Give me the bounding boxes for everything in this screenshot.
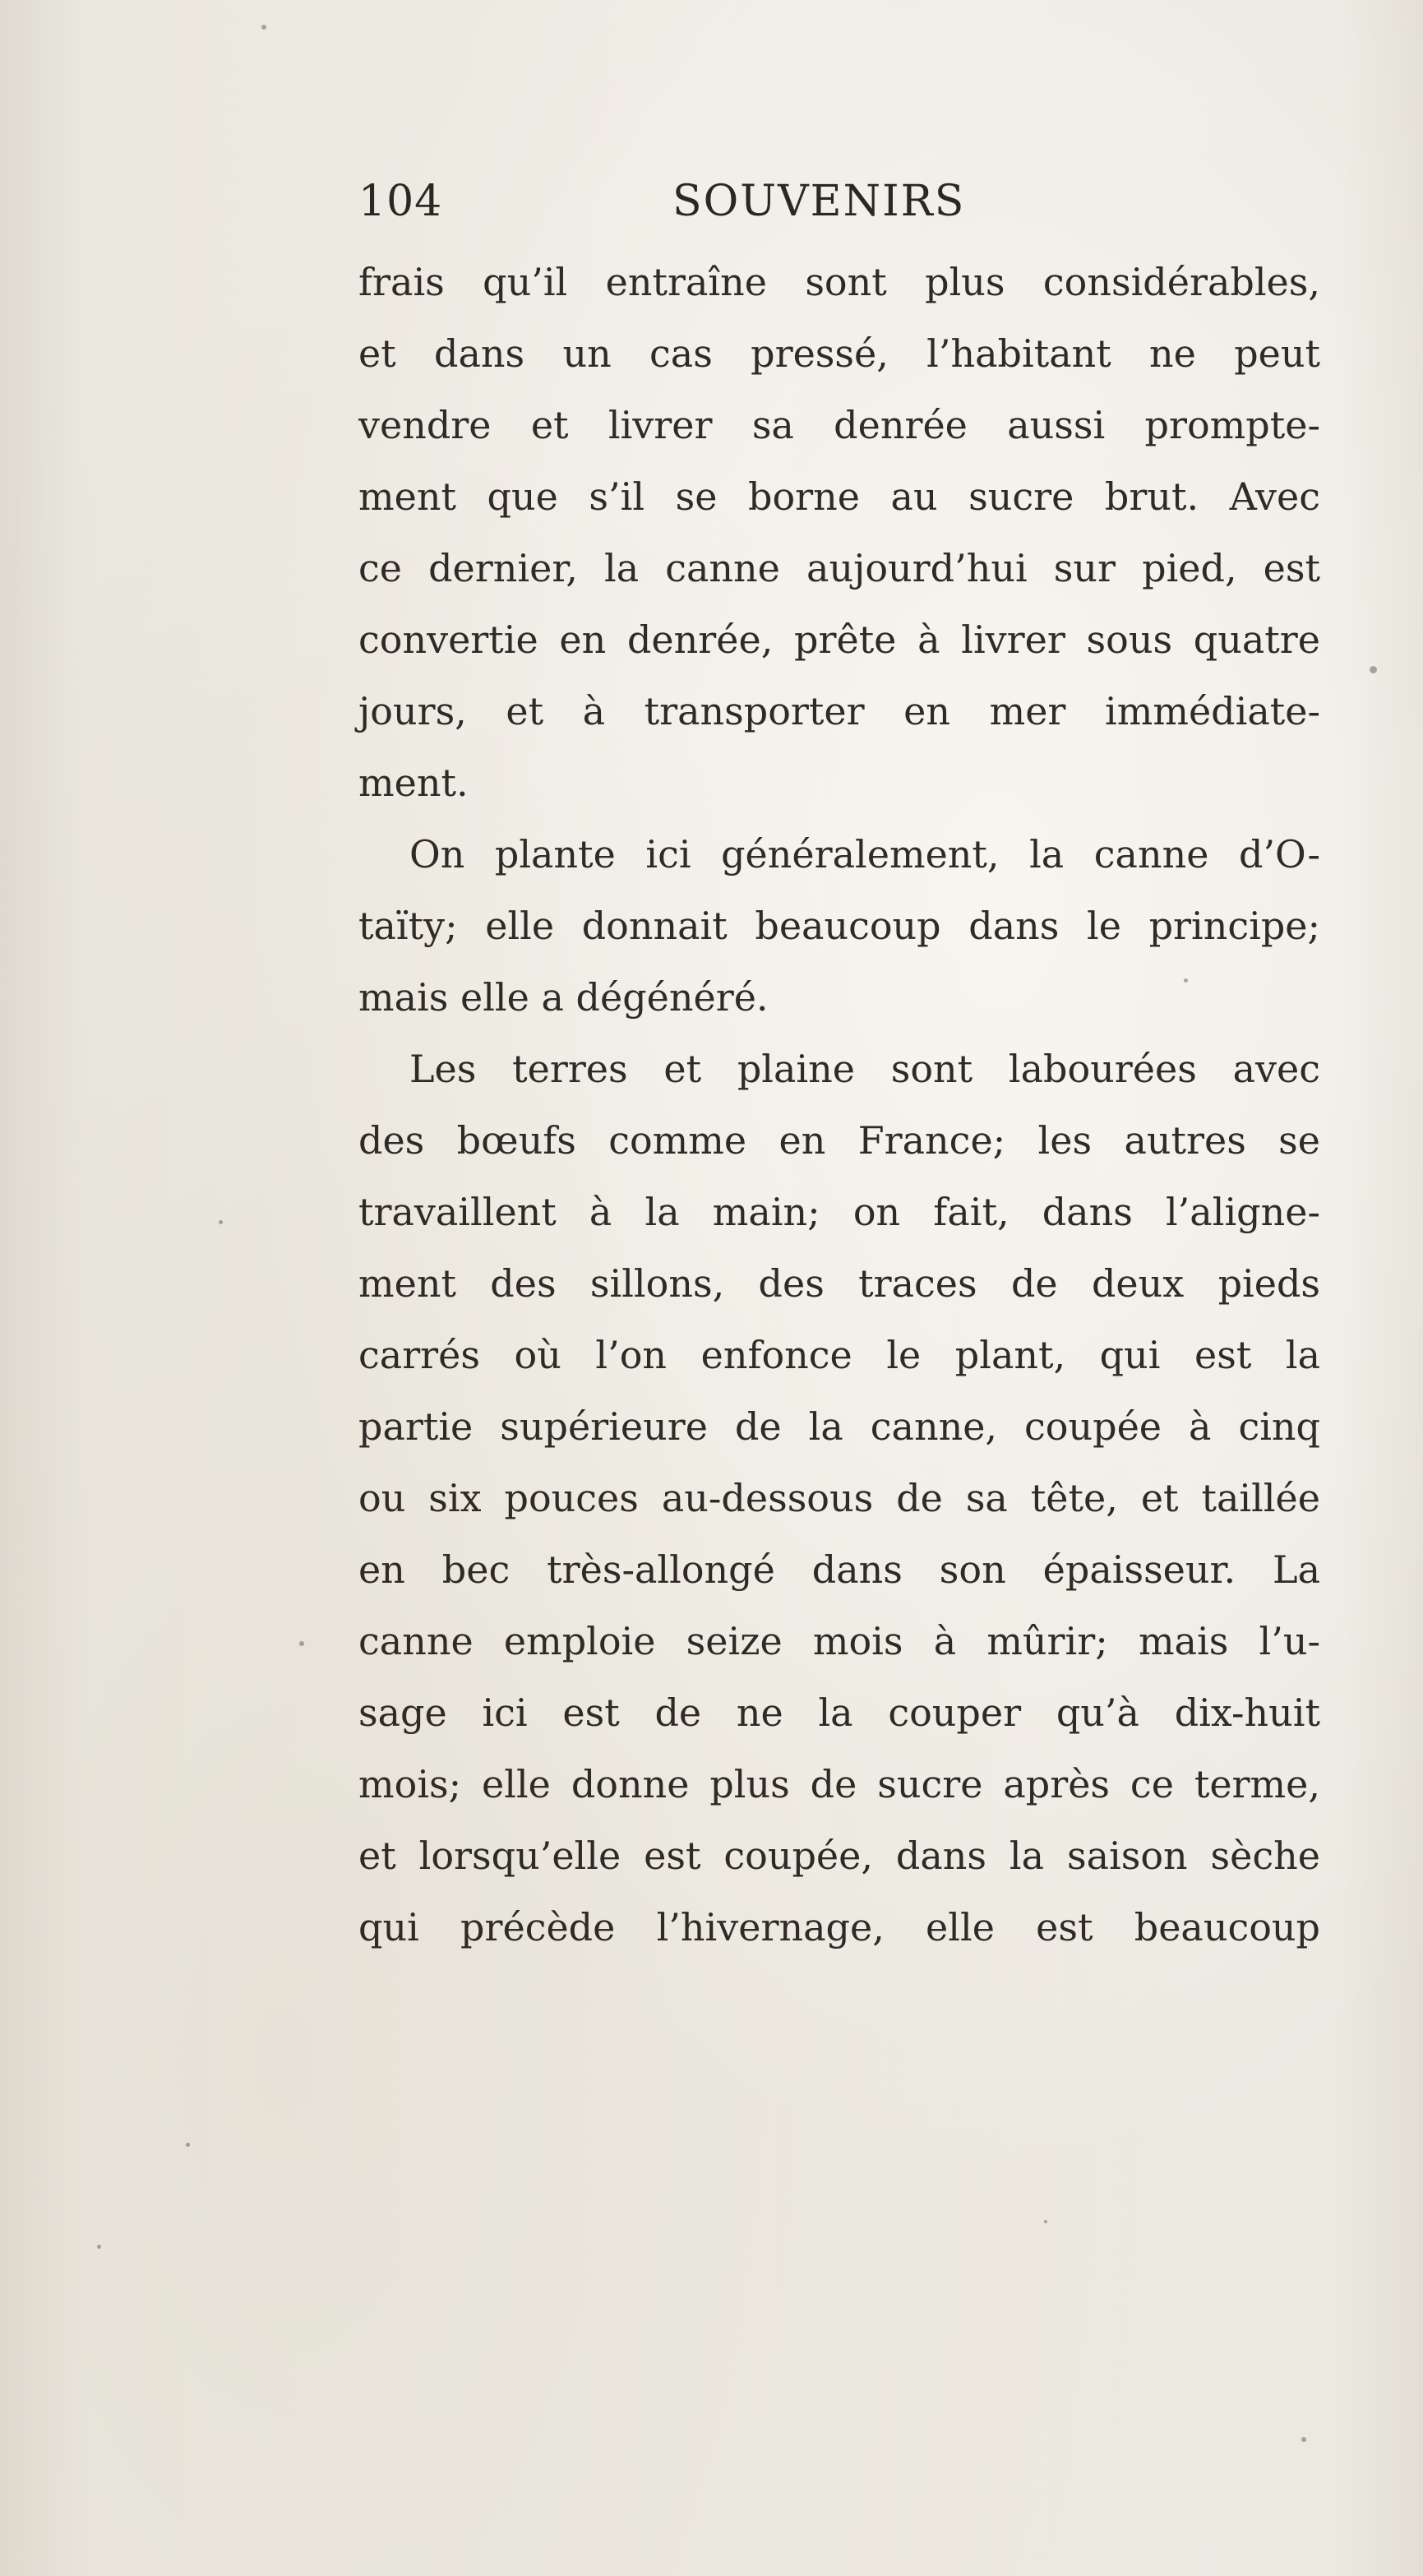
page-header (0, 169, 1423, 234)
paragraph-start-line: On plante ici généralement, la canne d’O- (409, 832, 1320, 876)
paper-speck (219, 1220, 223, 1224)
text-line: et lorsqu’elle est coupée, dans la saison sèche (358, 1834, 1320, 1878)
text-line: ment des sillons, des traces de deux pieds (358, 1261, 1320, 1306)
paper-speck (1044, 2220, 1047, 2223)
paper-speck (261, 25, 266, 30)
text-line: convertie en denrée, prête à livrer sous quatre (358, 617, 1320, 662)
text-line: frais qu’il entraîne sont plus considérables, (358, 260, 1320, 304)
paper-speck (1301, 2437, 1306, 2442)
text-line: partie supérieure de la canne, coupée à cinq (358, 1404, 1320, 1449)
text-line: ce dernier, la canne aujourd’hui sur pied, est (358, 546, 1320, 590)
paper-speck (299, 1641, 304, 1646)
text-line: mais elle a dégénéré. (358, 975, 769, 1020)
text-line: vendre et livrer sa denrée aussi prompte- (358, 403, 1320, 447)
text-line: mois; elle donne plus de sucre après ce terme, (358, 1762, 1320, 1806)
text-line: jours, et à transporter en mer immédiate- (358, 689, 1320, 733)
body-text (358, 247, 1320, 1963)
paper-speck (97, 2245, 101, 2249)
paragraph-start-line: Les terres et plaine sont labourées avec (409, 1047, 1320, 1091)
paper-speck (1370, 666, 1377, 673)
text-line: en bec très-allongé dans son épaisseur. La (358, 1547, 1320, 1592)
text-line: carrés où l’on enfonce le plant, qui est la (358, 1333, 1320, 1377)
text-line: ment. (358, 761, 469, 805)
page-number: 104 (358, 177, 443, 226)
text-line: des bœufs comme en France; les autres se (358, 1118, 1320, 1163)
paper-speck (186, 2143, 190, 2147)
text-line: taïty; elle donnait beaucoup dans le principe; (358, 904, 1320, 948)
text-line: sage ici est de ne la couper qu’à dix-huit (358, 1690, 1320, 1735)
text-line: ment que s’il se borne au sucre brut. Avec (358, 474, 1320, 519)
text-line: qui précède l’hivernage, elle est beaucoup (358, 1905, 1320, 1949)
text-line: canne emploie seize mois à mûrir; mais l’u- (358, 1619, 1320, 1663)
text-line: ou six pouces au-dessous de sa tête, et taillée (358, 1476, 1320, 1520)
text-line: et dans un cas pressé, l’habitant ne peut (358, 331, 1320, 376)
running-title: SOUVENIRS (672, 177, 966, 226)
text-line: travaillent à la main; on fait, dans l’aligne- (358, 1190, 1320, 1234)
